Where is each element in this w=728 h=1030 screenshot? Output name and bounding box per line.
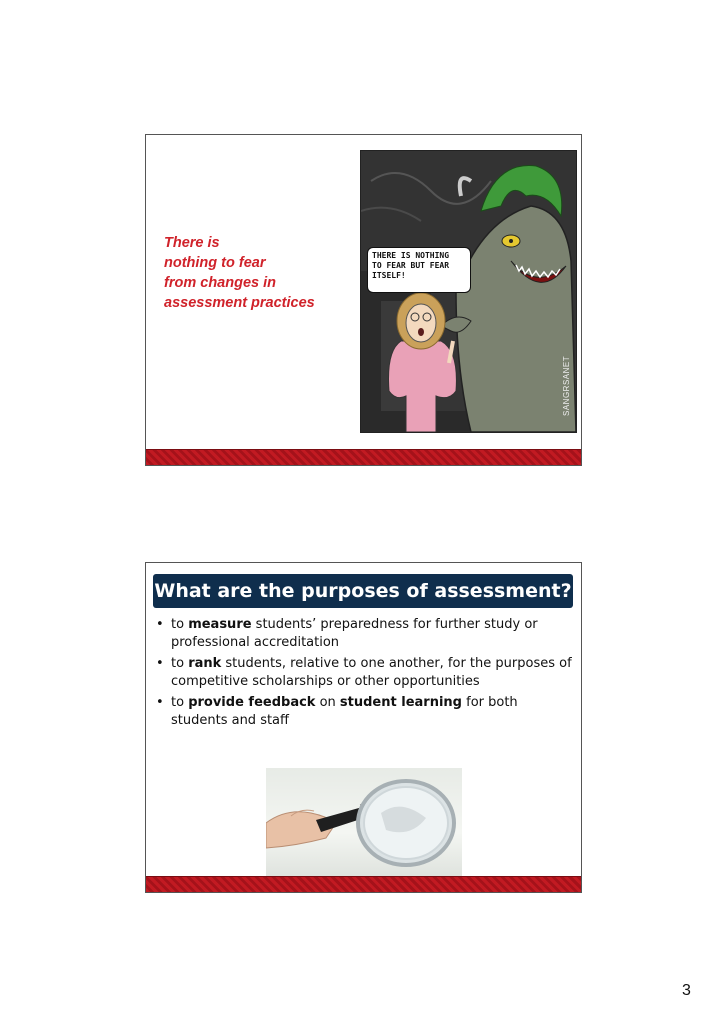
comic-illustration [360,150,577,433]
speech-bubble: THERE IS NOTHING TO FEAR BUT FEAR ITSELF! [367,247,471,293]
headline-line: from changes in [164,275,276,291]
bullet-text: to [171,656,189,671]
slide-footer-bar [146,449,581,465]
slide-1 [145,134,582,466]
bullet-emphasis: student learning [339,695,462,710]
bullet-item [154,616,574,652]
bullet-text: to [171,695,189,710]
bullet-text: students, relative to one another, for the purposes of competitive scholarships or other opportunities [171,656,572,689]
bullet-emphasis: rank [188,656,222,671]
bullet-text: on [315,695,340,710]
bullet-emphasis: provide feedback [188,695,316,710]
bullet-text: for both students and staff [171,695,518,728]
bullet-list [154,616,574,733]
slide-title: What are the purposes of assessment? [153,574,573,608]
headline-line: nothing to fear [164,255,266,271]
headline-line: There is [164,235,220,251]
page-number: 3 [682,982,691,999]
magnifying-glass-icon [266,768,462,876]
artist-signature: SANGRSANET [562,355,571,416]
headline-line: assessment practices [164,295,315,311]
magnifying-glass-photo [266,768,462,876]
bullet-text: students’ preparedness for further study or professional accreditation [171,617,538,650]
slide-footer-bar [146,876,581,892]
bullet-item [154,694,574,730]
slide-headline [164,233,354,313]
bullet-item [154,655,574,691]
slide-2 [145,562,582,893]
bullet-text: to [171,617,189,632]
bullet-emphasis: measure [188,617,252,632]
